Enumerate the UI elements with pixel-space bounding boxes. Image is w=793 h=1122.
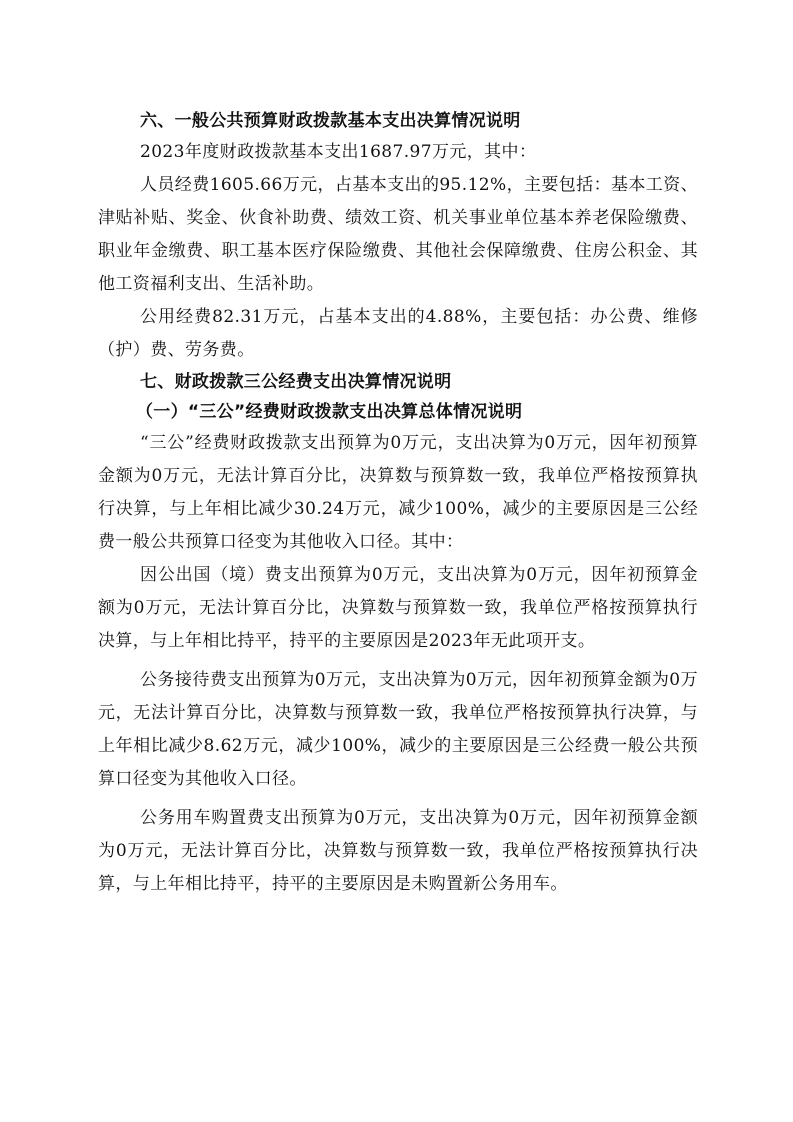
section-7-paragraph-2: 因公出国（境）费支出预算为0万元，支出决算为0万元，因年初预算金额为0万元，无法计算百分比，决算数与预算数一致，我单位严格按预算执行决算，与上年相比持平，持平的主要原因是2023年无此项开支。 [98,565,698,651]
section-6-paragraph-3: 公用经费82.31万元，占基本支出的4.88%，主要包括：办公费、维修（护）费、劳务费。 [98,307,698,360]
section-7-heading: 七、财政拨款三公经费支出决算情况说明 [140,372,452,392]
document-body [98,106,698,901]
section-6-paragraph-2: 人员经费1605.66万元，占基本支出的95.12%，主要包括：基本工资、津贴补贴、奖金、伙食补助费、绩效工资、机关事业单位基本养老保险缴费、职业年金缴费、职工基本医疗保险缴费、其他社会保障缴费、住房公积金、其他工资福利支出、生活补助。 [98,175,698,294]
section-6-paragraph-1: 2023年度财政拨款基本支出1687.97万元，其中： [140,142,537,162]
section-7-paragraph-4: 公务用车购置费支出预算为0万元，支出决算为0万元，因年初预算金额为0万元，无法计算百分比，决算数与预算数一致，我单位严格按预算执行决算，与上年相比持平，持平的主要原因是未购置新公务用车。 [98,808,698,894]
section-7-paragraph-1: “三公”经费财政拨款支出预算为0万元，支出决算为0万元，因年初预算金额为0万元，无法计算百分比，决算数与预算数一致，我单位严格按预算执行决算，与上年相比减少30.24万元，减少100%，减少的主要原因是三公经费一般公共预算口径变为其他收入口径。其中： [98,433,698,552]
section-7-subheading: （一）“三公”经费财政拨款支出决算总体情况说明 [136,402,523,422]
section-7-paragraph-3: 公务接待费支出预算为0万元，支出决算为0万元，因年初预算金额为0万元，无法计算百分比，决算数与预算数一致，我单位严格按预算执行决算，与上年相比减少8.62万元，减少100%，减少的主要原因是三公经费一般公共预算口径变为其他收入口径。 [98,670,698,789]
section-6-heading: 六、一般公共预算财政拨款基本支出决算情况说明 [140,111,521,131]
